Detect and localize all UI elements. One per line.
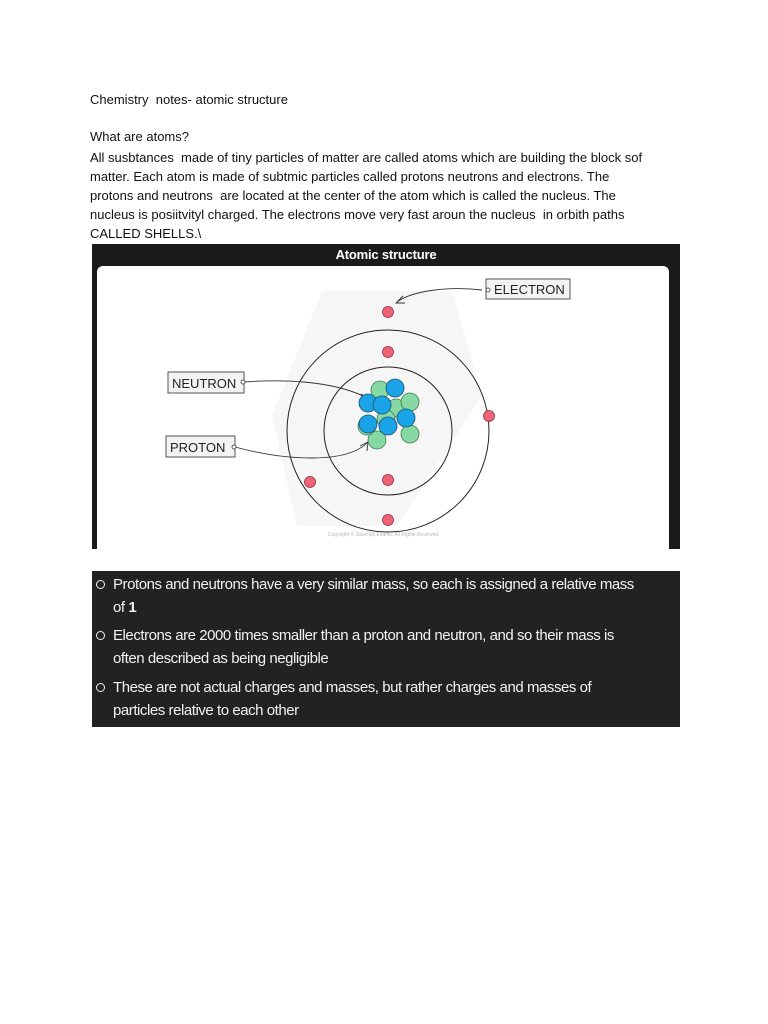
- paragraph-line: nucleus is posiitvityl charged. The electrons move very fast aroun the nucleus in orbith paths: [90, 207, 625, 222]
- fact-text: [113, 573, 680, 619]
- fact-line: These are not actual charges and masses, but rather charges and masses of: [113, 679, 592, 696]
- hollow-bullet-icon: [96, 683, 105, 692]
- fact-line-text: of: [113, 599, 129, 616]
- electron-particle: [383, 347, 394, 358]
- electron-label: ELECTRON: [494, 282, 565, 297]
- proton-particle: [397, 409, 415, 427]
- proton-particle: [359, 415, 377, 433]
- paragraph-line: protons and neutrons are located at the center of the atom which is called the nucleus. The: [90, 188, 616, 203]
- fact-line: particles relative to each other: [113, 702, 299, 719]
- body-paragraph: [90, 148, 690, 243]
- neutron-label-dot: [241, 380, 245, 384]
- fact-emphasis: 1: [128, 599, 137, 616]
- electron-particle: [383, 515, 394, 526]
- proton-particle: [373, 396, 391, 414]
- electron-label-dot: [486, 288, 490, 292]
- neutron-particle: [401, 393, 419, 411]
- neutron-label: NEUTRON: [172, 376, 237, 391]
- fact-line: Electrons are 2000 times smaller than a proton and neutron, and so their mass is: [113, 627, 614, 644]
- electron-particle: [383, 475, 394, 486]
- paragraph-line: All susbtances made of tiny particles of matter are called atoms which are building the block sof: [90, 150, 643, 165]
- list-item: [92, 624, 680, 670]
- fact-line: often described as being negligible: [113, 650, 329, 667]
- facts-list: [92, 571, 680, 727]
- figure-card: [97, 266, 669, 549]
- section-heading: What are atoms?: [90, 129, 189, 144]
- electron-particle: [484, 411, 495, 422]
- proton-label: PROTON: [170, 440, 226, 455]
- hollow-bullet-icon: [96, 580, 105, 589]
- fact-text: [113, 624, 680, 670]
- page-title: Chemistry notes- atomic structure: [90, 92, 288, 107]
- electron-particle: [383, 307, 394, 318]
- atom-diagram: [97, 266, 669, 549]
- fact-text: [113, 676, 680, 722]
- fact-line: Protons and neutrons have a very similar mass, so each is assigned a relative mass: [113, 576, 634, 593]
- electron-particle: [305, 477, 316, 488]
- list-item: [92, 676, 680, 722]
- proton-particle: [379, 417, 397, 435]
- list-item: [92, 573, 680, 619]
- neutron-particle: [401, 425, 419, 443]
- hollow-bullet-icon: [96, 631, 105, 640]
- atomic-structure-figure: [92, 244, 680, 549]
- paragraph-line: matter. Each atom is made of subtmic particles called protons neutrons and electrons. The: [90, 169, 610, 184]
- proton-label-dot: [232, 445, 236, 449]
- paragraph-line: CALLED SHELLS.\: [90, 226, 202, 241]
- figure-title: Atomic structure: [335, 247, 437, 262]
- copyright-notice: Copyright © Save My Exams. All Rights Reserved: [327, 532, 439, 538]
- proton-particle: [386, 379, 404, 397]
- fact-line: [113, 596, 676, 619]
